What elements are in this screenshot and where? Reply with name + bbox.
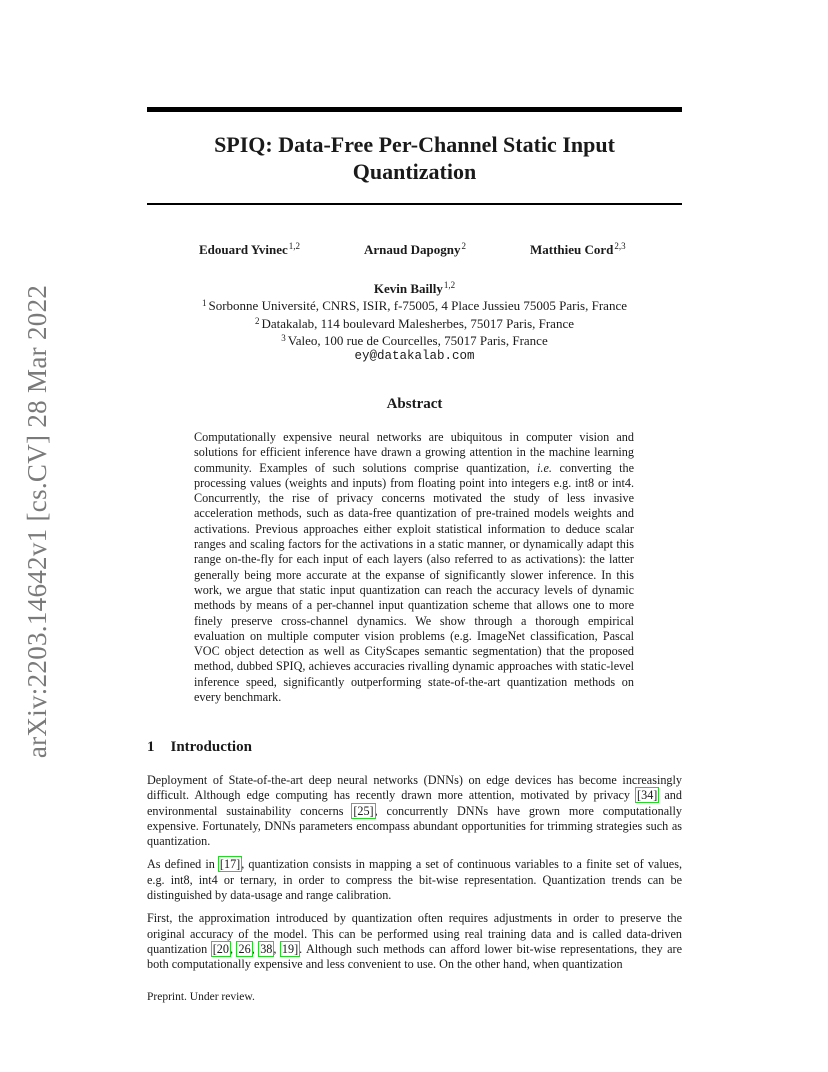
affiliation-number: 3 xyxy=(281,333,286,343)
introduction-body xyxy=(147,773,682,981)
citation-link[interactable]: 19] xyxy=(281,941,299,956)
paper-title xyxy=(147,131,682,185)
citation-link[interactable]: [34] xyxy=(637,788,658,803)
affiliation-3 xyxy=(147,331,682,349)
affiliation-1 xyxy=(147,296,682,314)
affiliation-number: 2 xyxy=(254,315,260,326)
title-line-1: SPIQ: Data-Free Per-Channel Static Input xyxy=(214,132,615,157)
author-bailly xyxy=(374,281,455,296)
author-name: Kevin Bailly xyxy=(373,281,443,296)
paragraph-2 xyxy=(147,857,682,903)
author-yvinec xyxy=(199,241,300,258)
text-run: , xyxy=(229,941,238,956)
text-run: First, the approximation introduced by quantization often requires adjustments in order to preserve the original accuracy of the model. This can be performed using real training data and is called data-driven quantization xyxy=(147,911,682,956)
affiliation-text: Datakalab, 114 boulevard Malesherbes, 75017 Paris, France xyxy=(261,315,574,331)
author-affiliation-mark: 2,3 xyxy=(614,241,626,251)
author-row xyxy=(147,241,682,261)
author-dapogny xyxy=(364,241,466,258)
abstract-text xyxy=(194,430,634,705)
affiliation-text: Valeo, 100 rue de Courcelles, 75017 Paris, France xyxy=(287,333,548,348)
title-line-2: Quantization xyxy=(352,159,477,184)
text-run: and environmental sustainability concerns xyxy=(147,788,682,818)
abstract-italic-ie: i.e. xyxy=(537,460,552,475)
citation-link[interactable]: [25] xyxy=(353,803,374,818)
paragraph-3 xyxy=(147,911,682,972)
affiliation-text: Sorbonne Université, CNRS, ISIR, f-75005, 4 Place Jussieu 75005 Paris, France xyxy=(208,298,627,313)
text-run: Deployment of State-of-the-art deep neural networks (DNNs) on edge devices has become increasingly difficult. Although edge computing has recently drawn more attention, motivated by privacy xyxy=(147,773,682,803)
section-number: 1 xyxy=(147,739,155,755)
arxiv-identifier-sidebar xyxy=(20,282,56,760)
title-top-rule xyxy=(147,107,682,112)
author-name: Edouard Yvinec xyxy=(199,242,288,257)
abstract-heading: Abstract xyxy=(386,396,443,412)
citation-link[interactable]: [20 xyxy=(212,941,229,956)
arxiv-identifier: arXiv:2203.14642v1 [cs.CV] 28 Mar 2022 xyxy=(22,284,53,758)
section-heading-introduction xyxy=(147,739,252,756)
author-cord xyxy=(530,241,626,258)
text-run: . Although such methods can afford lower bit-wise representations, they are both computationally expensive and less convenient to use. On the other hand, when quantization xyxy=(147,941,683,972)
citation-link[interactable]: 38 xyxy=(260,941,273,956)
author-name: Matthieu Cord xyxy=(530,242,614,257)
text-run: , concurrently DNNs have grown more computationally expensive. Fortunately, DNNs parameters encompass abundant opportunities for trimming strategies such as quantization. xyxy=(147,803,683,849)
affiliation-number: 1 xyxy=(202,298,207,308)
author-affiliation-mark: 1,2 xyxy=(288,241,300,251)
author-affiliation-mark: 2 xyxy=(461,241,466,251)
title-bottom-rule xyxy=(147,203,682,205)
abstract-part: Computationally expensive neural networks are ubiquitous in computer vision and solutions for efficient inference have drawn a growing attention in the machine learning community. Examples of such solutions comprise quantization, xyxy=(194,430,634,475)
contact-email[interactable]: ey@datakalab.com xyxy=(354,348,475,363)
affiliation-2 xyxy=(147,314,682,332)
text-run: , xyxy=(251,941,260,956)
section-title: Introduction xyxy=(170,739,252,755)
author-name: Arnaud Dapogny xyxy=(364,242,461,257)
affiliations xyxy=(147,296,682,364)
paragraph-1 xyxy=(147,773,682,849)
citation-link[interactable]: [17] xyxy=(219,857,241,872)
abstract-part: converting the processing values (weights and inputs) from floating point into integers e.g. int8 or int4. Concurrently, the rise of privacy concerns motivated the study of less invasive acceleration methods, such as data-free quantization of pre-trained models weights and activations. Previous approaches either exploit statistical information to deduce scalar ranges and scaling factors for the activations in a static manner, or dynamically adapt this range on-the-fly for each input of each layers (also referred to as activations): the latter generally being more accurate at the expanse of significantly slower inference. In this work, we argue that static input quantization can reach the accuracy levels of dynamic methods by means of a per-channel input quantization scheme that allows one to more finely preserve cross-channel dynamics. We show through a thorough empirical evaluation on multiple computer vision problems (e.g. ImageNet classification, Pascal VOC object detection as well as CityScapes semantic segmentation) that the proposed method, dubbed SPIQ, achieves accuracies rivalling dynamic approaches with static-level inference speed, significantly outperforming state-of-the-art quantization methods on every benchmark. xyxy=(194,460,634,705)
author-affiliation-mark: 1,2 xyxy=(443,280,456,290)
citation-link[interactable]: 26 xyxy=(238,941,251,956)
footer-note: Preprint. Under review. xyxy=(147,991,255,1003)
text-run: As defined in xyxy=(147,857,219,872)
text-run: , quantization consists in mapping a set of continuous variables to a finite set of values, e.g. int8, int4 or ternary, in order to compress the bit-wise representation. Quantization trends can be distinguished by data-usage and range calibration. xyxy=(147,857,683,903)
text-run: , xyxy=(273,941,281,956)
